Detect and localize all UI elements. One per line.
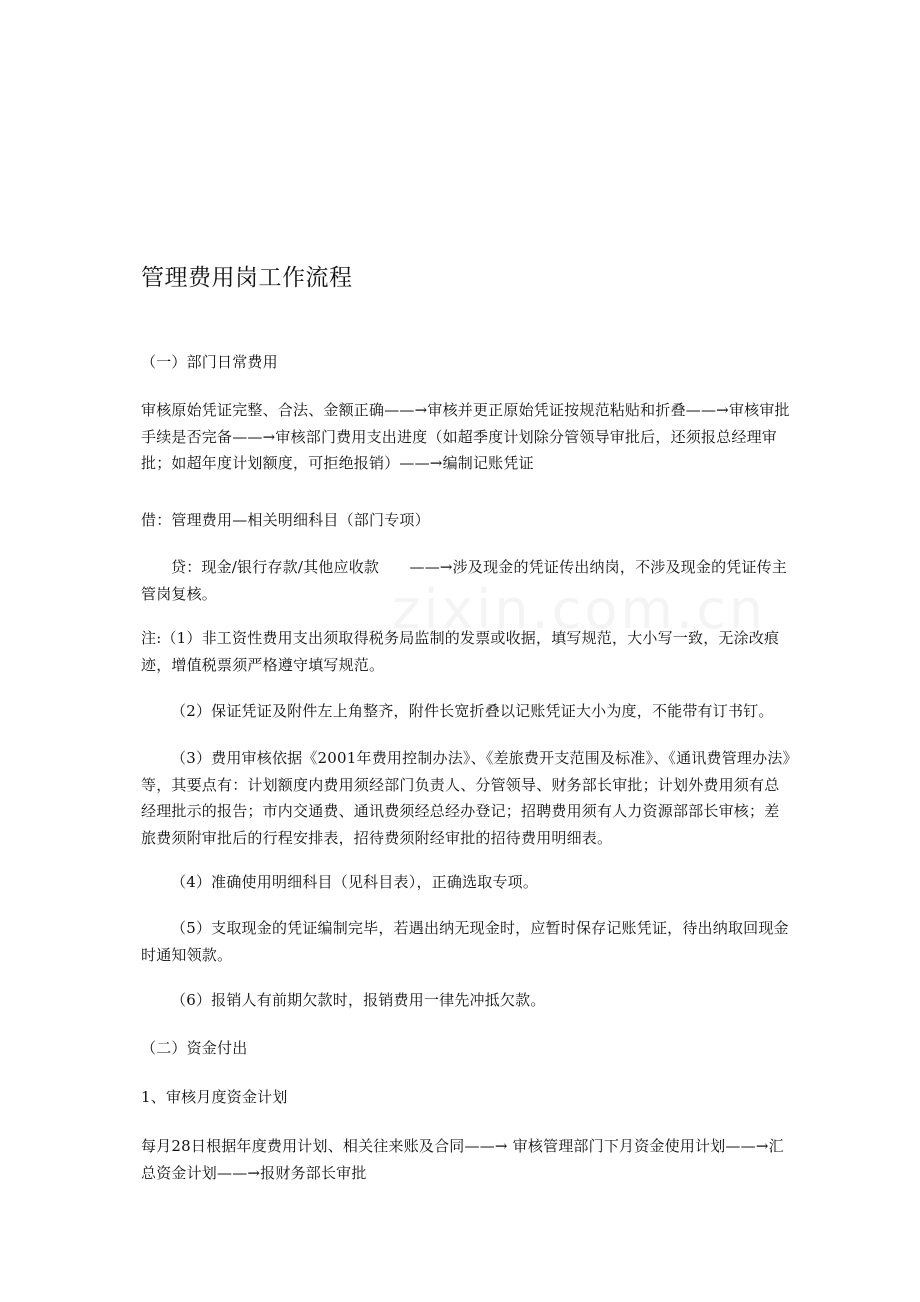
fund-plan-item-heading: 1、审核月度资金计划 (141, 1088, 288, 1106)
note-4: （4）准确使用明细科目（见科目表），正确选取专项。 (171, 873, 539, 891)
note-1: 注:（1）非工资性费用支出须取得税务局监制的发票或收据，填写规范，大小写一致，无涂改痕迹，增值税票须严格遵守填写规范。 (141, 629, 780, 674)
note-2: （2）保证凭证及附件左上角整齐，附件长宽折叠以记账凭证大小为度，不能带有订书钉。 (171, 702, 774, 720)
note-5: （5）支取现金的凭证编制完毕，若遇出纳无现金时，应暂时保存记账凭证，待出纳取回现金时通知领款。 (141, 919, 789, 964)
credit-entry: 贷：现金/银行存款/其他应收款 ——→涉及现金的凭证传出纳岗，不涉及现金的凭证传主管岗复核。 (141, 558, 788, 603)
debit-entry: 借：管理费用—相关明细科目（部门专项） (141, 511, 430, 529)
section-heading-fund-payment: （二）资金付出 (141, 1039, 248, 1057)
note-6: （6）报销人有前期欠款时，报销费用一律先冲抵欠款。 (171, 991, 546, 1009)
note-3: （3）费用审核依据《2001年费用控制办法》、《差旅费开支范围及标准》、《通讯费管理办法》等，其要点有：计划额度内费用须经部门负责人、分管领导、财务部长审批；计划外费用须有总经理批示的报告；市内交通费、通讯费须经总经办登记；招聘费用须有人力资源部部长审核；差旅费须附审批后的行程安排表，招待费须附经审批的招待费用明细表。 (141, 749, 791, 847)
review-flow-paragraph: 审核原始凭证完整、合法、金额正确——→审核并更正原始凭证按规范粘贴和折叠——→审核审批手续是否完备——→审核部门费用支出进度（如超季度计划除分管领导审批后，还须报总经理审批；如超年度计划额度，可拒绝报销）——→编制记账凭证 (141, 401, 790, 472)
section-heading-daily-expenses: （一）部门日常费用 (141, 353, 278, 371)
fund-plan-flow-paragraph: 每月28日根据年度费用计划、相关往来账及合同——→ 审核管理部门下月资金使用计划——→汇总资金计划——→报财务部长审批 (141, 1137, 784, 1182)
document-title: 管理费用岗工作流程 (141, 265, 353, 291)
